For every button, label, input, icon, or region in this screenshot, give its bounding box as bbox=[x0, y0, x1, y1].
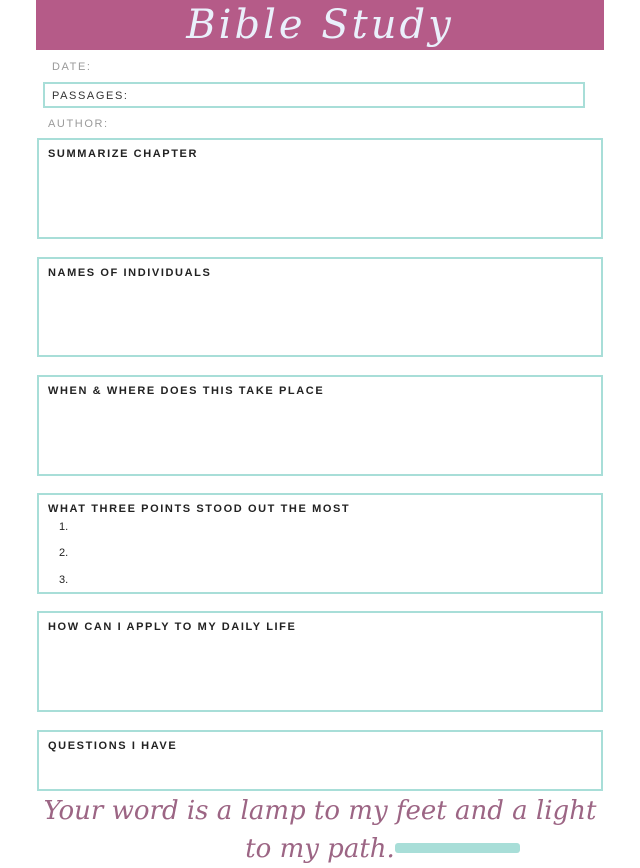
three-points-box[interactable] bbox=[37, 493, 603, 594]
passages-label: PASSAGES: bbox=[52, 90, 129, 102]
passages-field[interactable] bbox=[43, 82, 585, 108]
header-banner bbox=[36, 0, 604, 50]
three-points-title: WHAT THREE POINTS STOOD OUT THE MOST bbox=[48, 503, 351, 515]
when-where-box[interactable] bbox=[37, 375, 603, 476]
author-label: AUTHOR: bbox=[48, 118, 109, 130]
names-of-individuals-title: NAMES OF INDIVIDUALS bbox=[48, 267, 212, 279]
apply-daily-life-title: HOW CAN I APPLY TO MY DAILY LIFE bbox=[48, 621, 297, 633]
questions-box[interactable] bbox=[37, 730, 603, 791]
page-title: Bible Study bbox=[186, 2, 454, 48]
summarize-chapter-title: SUMMARIZE CHAPTER bbox=[48, 148, 199, 160]
verse-line-1: Your word is a lamp to my feet and a light bbox=[43, 796, 597, 826]
verse-line-2: to my path. bbox=[245, 834, 395, 864]
names-of-individuals-box[interactable] bbox=[37, 257, 603, 357]
questions-title: QUESTIONS I HAVE bbox=[48, 740, 178, 752]
date-label: DATE: bbox=[52, 61, 92, 73]
apply-daily-life-box[interactable] bbox=[37, 611, 603, 712]
point-2: 2. bbox=[59, 547, 69, 559]
point-3: 3. bbox=[59, 574, 69, 586]
when-where-title: WHEN & WHERE DOES THIS TAKE PLACE bbox=[48, 385, 325, 397]
summarize-chapter-box[interactable] bbox=[37, 138, 603, 239]
point-1: 1. bbox=[59, 521, 69, 533]
decorative-brush-stroke bbox=[395, 843, 520, 853]
